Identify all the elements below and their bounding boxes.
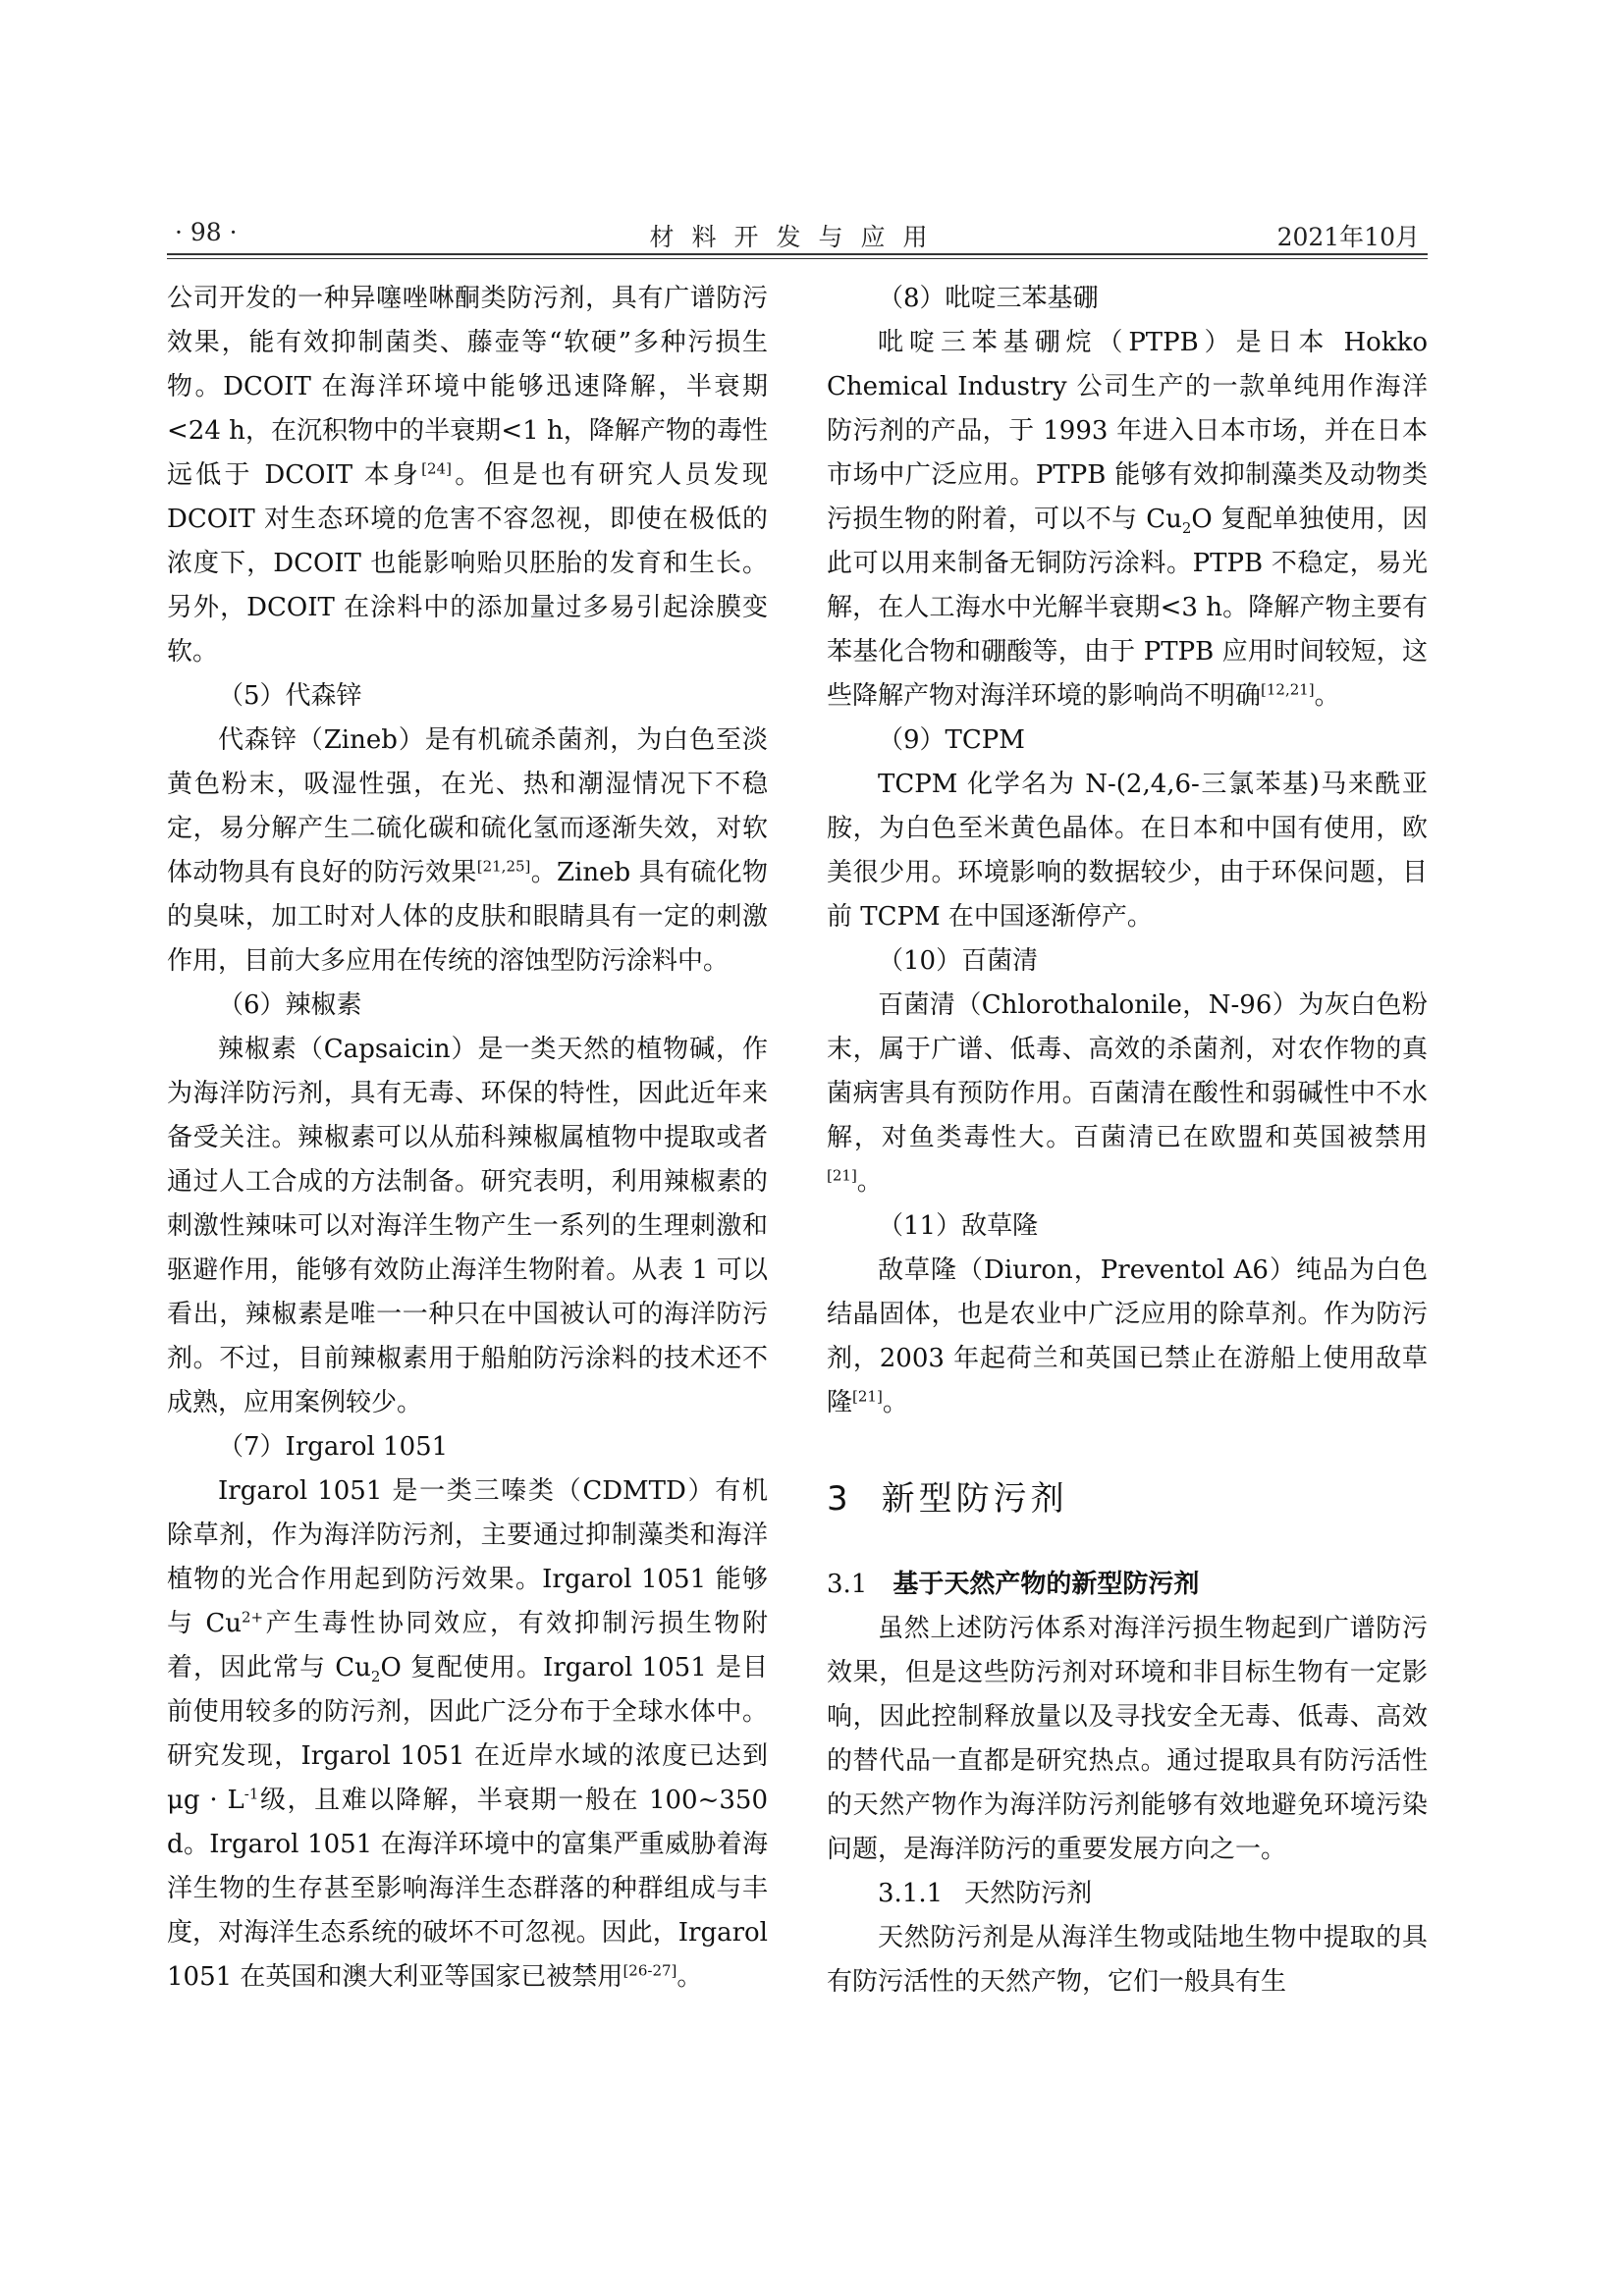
heading-zineb: （5）代森锌 <box>218 681 362 711</box>
citation: [21,25] <box>476 857 531 876</box>
paragraph-diuron: 敌草隆（Diuron，Preventol A6）纯品为白色结晶固体，也是农业中广泛应用的除草剂。作为防污剂，2003 年起荷兰和英国已禁止在游船上使用敌草隆[21]。 <box>827 1255 1428 1417</box>
paragraph-chlorothalonil: 百菌清（Chlorothalonile，N-96）为灰白色粉末，属于广谱、低毒、高效的杀菌剂，对农作物的真菌病害具有预防作用。百菌清在酸性和弱碱性中不水解，对鱼类毒性大。百菌清已在欧盟和英国被禁用[21]。 <box>827 990 1428 1197</box>
subsection-heading-3-1: 3.1 基于天然产物的新型防污剂 <box>827 1570 1200 1599</box>
issue-date: 2021年10月 <box>1276 223 1420 251</box>
heading-chlorothalonil: （10）百菌清 <box>878 946 1039 976</box>
heading-ptpb: （8）吡啶三苯基硼 <box>878 284 1099 313</box>
section-heading-3: 3 新型防污剂 <box>827 1479 1068 1519</box>
header-rule <box>167 253 1428 259</box>
paragraph-tcpm: TCPM 化学名为 N-(2,4,6-三氯苯基)马来酰亚胺，为白色至米黄色晶体。在日本和中国有使用，欧美很少用。环境影响的数据较少，由于环保问题，目前 TCPM 在中国逐渐停产。 <box>827 770 1428 932</box>
citation: [12,21] <box>1261 680 1315 699</box>
citation: [21] <box>827 1166 857 1185</box>
heading-capsaicin: （6）辣椒素 <box>218 990 362 1020</box>
citation: [26-27] <box>623 1961 677 1980</box>
heading-irgarol: （7）Irgarol 1051 <box>218 1432 449 1462</box>
left-column <box>167 277 768 2000</box>
heading-diuron: （11）敌草隆 <box>878 1211 1039 1241</box>
journal-title: 材料开发与应用 <box>649 223 946 251</box>
citation: [21] <box>852 1387 883 1406</box>
heading-tcpm: （9）TCPM <box>878 725 1025 755</box>
paragraph-irgarol: Irgarol 1051 是一类三嗪类（CDMTD）有机除草剂，作为海洋防污剂，主要通过抑制藻类和海洋植物的光合作用起到防污效果。Irgarol 1051 能够与 $Cu^{2+}$产生毒性协同效应，有效抑制污损生物附着，因此常与 $Cu_2O$ 复配使用。Irgarol 1051 是目前使用较多的防污剂，因此广泛分布于全球水体中。研究发现，Irgarol 1051 在近岸水域的浓度已达到 $\mu g \cdot L^{-1}$级，且难以降解，半衰期一般在 100~350 d。Irgarol 1051 在海洋环境中的富集严重威胁着海洋生物的生存甚至影响海洋生态群落的种群组成与丰度，对海洋生态系统的破坏不可忽视。因此，Irgarol 1051 在英国和澳大利亚等国家已被禁用[26-27]。 <box>167 1476 768 1992</box>
paragraph-3-1-1: 天然防污剂是从海洋生物或陆地生物中提取的具有防污活性的天然产物，它们一般具有生 <box>827 1923 1428 1997</box>
paragraph-capsaicin: 辣椒素（Capsaicin）是一类天然的植物碱，作为海洋防污剂，具有无毒、环保的特性，因此近年来备受关注。辣椒素可以从茄科辣椒属植物中提取或者通过人工合成的方法制备。研究表明，利用辣椒素的刺激性辣味可以对海洋生物产生一系列的生理刺激和驱避作用，能够有效防止海洋生物附着。从表 1 可以看出，辣椒素是唯一一种只在中国被认可的海洋防污剂。不过，目前辣椒素用于船舶防污涂料的技术还不成熟，应用案例较少。 <box>167 1035 768 1417</box>
running-header <box>167 214 1428 253</box>
paragraph-zineb: 代森锌（Zineb）是有机硫杀菌剂，为白色至淡黄色粉末，吸湿性强，在光、热和潮湿情况下不稳定，易分解产生二硫化碳和硫化氢而逐渐失效，对软体动物具有良好的防污效果[21,25]。Zineb 具有硫化物的臭味，加工时对人体的皮肤和眼睛具有一定的刺激作用，目前大多应用在传统的溶蚀型防污涂料中。 <box>167 725 768 976</box>
paragraph-ptpb: 吡啶三苯基硼烷（PTPB）是日本 Hokko Chemical Industry 公司生产的一款单纯用作海洋防污剂的产品，于 1993 年进入日本市场，并在日本市场中广泛应用。PTPB 能够有效抑制藻类及动物类污损生物的附着，可以不与 $Cu_2O$ 复配单独使用，因此可以用来制备无铜防污涂料。PTPB 不稳定，易光解，在人工海水中光解半衰期<3 h。降解产物主要有苯基化合物和硼酸等，由于 PTPB 应用时间较短，这些降解产物对海洋环境的影响尚不明确[12,21]。 <box>827 328 1428 711</box>
citation: [24] <box>421 459 452 478</box>
paragraph-dcoit: 公司开发的一种异噻唑啉酮类防污剂，具有广谱防污效果，能有效抑制菌类、藤壶等“软硬”多种污损生物。DCOIT 在海洋环境中能够迅速降解，半衰期<24 h，在沉积物中的半衰期<1 h，降解产物的毒性远低于 DCOIT 本身[24]。但是也有研究人员发现 DCOIT 对生态环境的危害不容忽视，即使在极低的浓度下，DCOIT 也能影响贻贝胚胎的发育和生长。另外，DCOIT 在涂料中的添加量过多易引起涂膜变软。 <box>167 284 768 667</box>
paragraph-3-1: 虽然上述防污体系对海洋污损生物起到广谱防污效果，但是这些防污剂对环境和非目标生物有一定影响，因此控制释放量以及寻找安全无毒、低毒、高效的替代品一直都是研究热点。通过提取具有防污活性的天然产物作为海洋防污剂能够有效地避免环境污染问题，是海洋防污的重要发展方向之一。 <box>827 1614 1428 1864</box>
page-number: · 98 · <box>175 218 238 246</box>
subsubsection-heading-3-1-1: 3.1.1 天然防污剂 <box>878 1879 1093 1908</box>
right-column <box>827 277 1428 2004</box>
